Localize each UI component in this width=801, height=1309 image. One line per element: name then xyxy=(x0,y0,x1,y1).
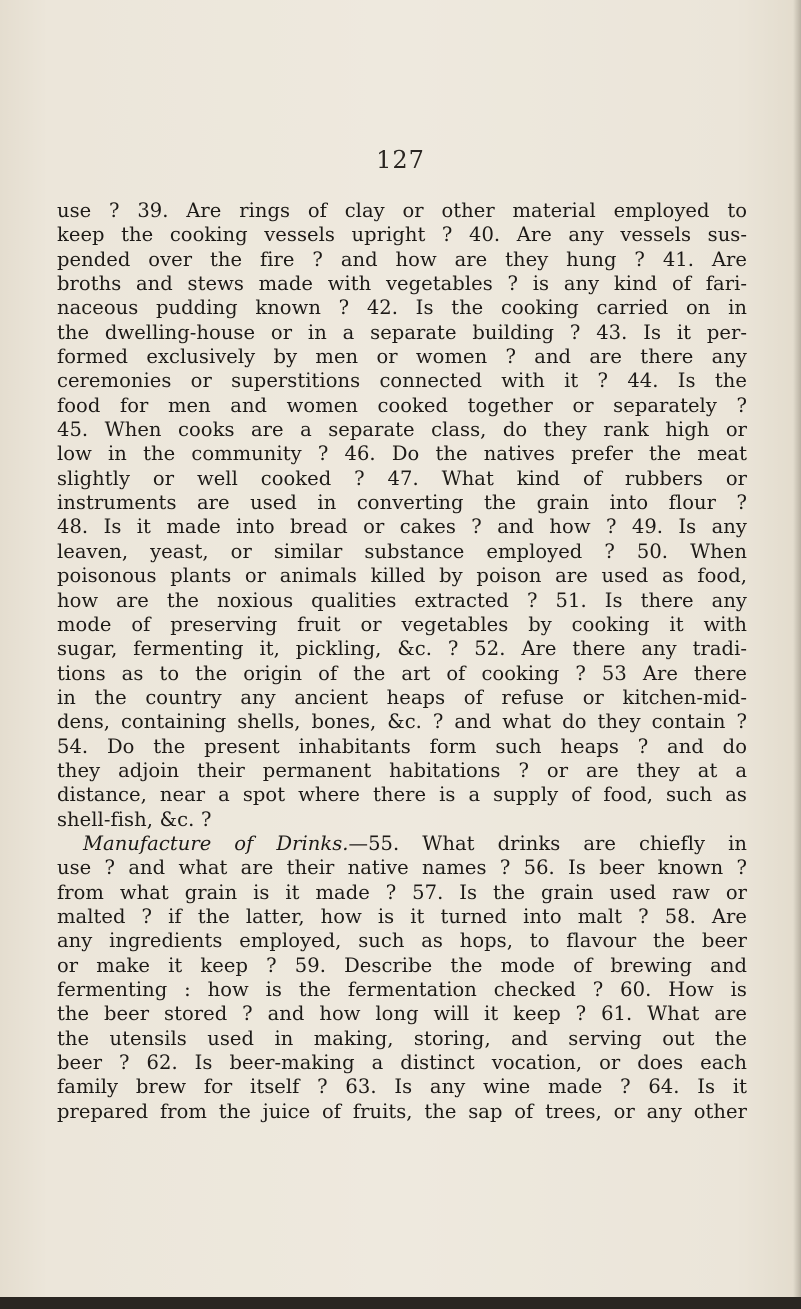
text-line: low in the community ? 46. Do the natives prefer the meat xyxy=(57,442,747,466)
text-line: tions as to the origin of the art of cooking ? 53 Are there xyxy=(57,661,747,685)
body-text xyxy=(57,199,747,1124)
text-line: or make it keep ? 59. Describe the mode of brewing and xyxy=(57,953,747,977)
text-line: slightly or well cooked ? 47. What kind of rubbers or xyxy=(57,466,747,490)
text-line: use ? 39. Are rings of clay or other material employed to xyxy=(57,199,747,222)
text-line: leaven, yeast, or similar substance employed ? 50. When xyxy=(57,539,747,563)
page-edge-shadow xyxy=(793,0,801,1309)
text-line: naceous pudding known ? 42. Is the cooking carried on in xyxy=(57,296,747,320)
text-line: distance, near a spot where there is a supply of food, such as xyxy=(57,783,747,807)
page-bottom-edge xyxy=(0,1297,801,1309)
text-line: how are the noxious qualities extracted ? 51. Is there any xyxy=(57,588,747,612)
text-line: use ? and what are their native names ? 56. Is beer known ? xyxy=(57,856,747,880)
section-first-line-rest: —55. What drinks are chiefly in xyxy=(348,831,747,855)
text-line: mode of preserving fruit or vegetables by cooking it with xyxy=(57,612,747,636)
text-line: formed exclusively by men or women ? and are there any xyxy=(57,345,747,369)
text-line: they adjoin their permanent habitations ? or are they at a xyxy=(57,758,747,782)
text-line: food for men and women cooked together or separately ? xyxy=(57,393,747,417)
text-line: prepared from the juice of fruits, the sap of trees, or any other xyxy=(57,1099,747,1123)
text-line: from what grain is it made ? 57. Is the grain used raw or xyxy=(57,880,747,904)
text-line: sugar, fermenting it, pickling, &c. ? 52. Are there any tradi- xyxy=(57,637,747,661)
text-line: malted ? if the latter, how is it turned into malt ? 58. Are xyxy=(57,904,747,928)
text-line: family brew for itself ? 63. Is any wine made ? 64. Is it xyxy=(57,1075,747,1099)
section-first-line xyxy=(57,832,747,856)
text-line: keep the cooking vessels upright ? 40. Are any vessels sus- xyxy=(57,223,747,247)
text-line: fermenting : how is the fermentation checked ? 60. How is xyxy=(57,978,747,1001)
text-line: 48. Is it made into bread or cakes ? and how ? 49. Is any xyxy=(57,515,747,539)
text-line: beer ? 62. Is beer-making a distinct vocation, or does each xyxy=(57,1051,747,1075)
text-line: ceremonies or superstitions connected with it ? 44. Is the xyxy=(57,369,747,393)
section-heading: Manufacture of Drinks. xyxy=(83,831,349,855)
text-line: poisonous plants or animals killed by poison are used as food, xyxy=(57,564,747,588)
text-line: the utensils used in making, storing, and serving out the xyxy=(57,1026,747,1050)
text-line: the dwelling-house or in a separate building ? 43. Is it per- xyxy=(57,320,747,344)
text-line: in the country any ancient heaps of refuse or kitchen-mid- xyxy=(57,685,747,709)
text-line: dens, containing shells, bones, &c. ? and what do they contain ? xyxy=(57,710,747,734)
text-line: the beer stored ? and how long will it keep ? 61. What are xyxy=(57,1002,747,1026)
text-line: shell-fish, &c. ? xyxy=(57,807,212,831)
page-number: 127 xyxy=(376,146,425,174)
text-line: pended over the fire ? and how are they hung ? 41. Are xyxy=(57,247,747,271)
text-line: broths and stews made with vegetables ? is any kind of fari- xyxy=(57,272,747,296)
text-line: any ingredients employed, such as hops, to flavour the beer xyxy=(57,929,747,953)
text-line: 54. Do the present inhabitants form such heaps ? and do xyxy=(57,734,747,758)
text-line: instruments are used in converting the grain into flour ? xyxy=(57,491,747,515)
text-line: 45. When cooks are a separate class, do they rank high or xyxy=(57,418,747,442)
